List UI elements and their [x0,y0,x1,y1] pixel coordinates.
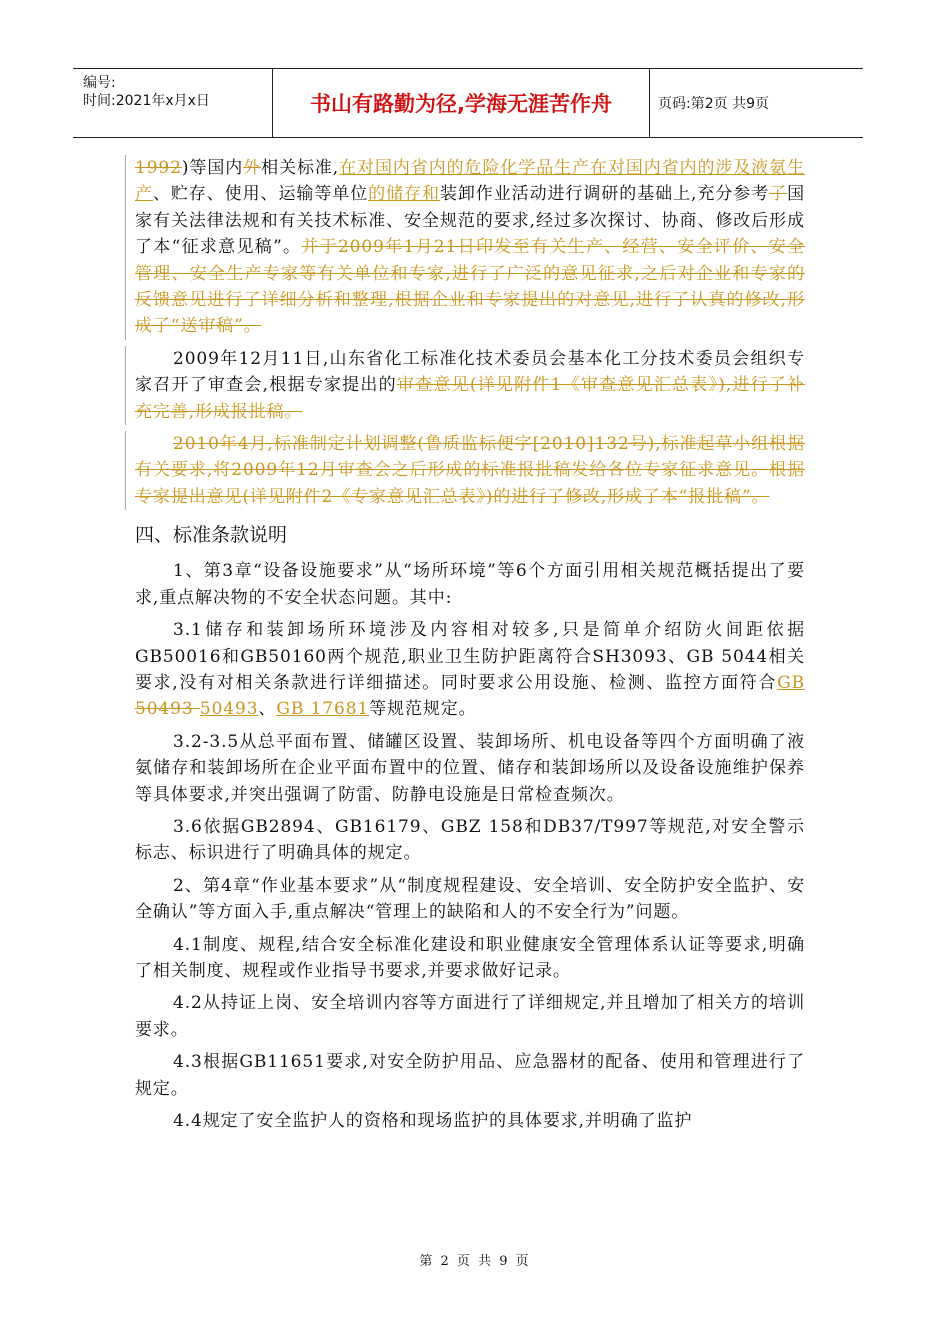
item-4-2: 4.2从持证上岗、安全培训内容等方面进行了详细规定,并且增加了相关方的培训要求。 [135,993,805,1040]
text-run: 、贮存、使用、运输等单位 [152,184,369,205]
text-run: 3.1储存和装卸场所环境涉及内容相对较多,只是简单介绍防火间距依据GB50016和GB50160两个规范,职业卫生防护距离符合SH3093、GB 5044相关要求,没有对相关条款进行详细描述。同时要求公用设施、检测、监控方面符合 [135,620,805,693]
item-2: 2、第4章“作业基本要求”从“制度规程建设、安全培训、安全防护安全监护、安全确认”等方面入手,重点解决“管理上的缺陷和人的不安全行为”问题。 [135,875,805,923]
page-footer: 第 2 页 共 9 页 [419,1254,531,1269]
deleted-text: 审查意见(详见附件1《审查意见汇总表》),进行了补充完善,形成报批稿。 [135,375,806,422]
item-4-1: 4.1制度、规程,结合安全标准化建设和职业健康安全管理体系认证等要求,明确了相关制度、规程或作业指导书要求,并要求做好记录。 [135,934,805,981]
text-run: )等国内 [181,158,244,178]
deleted-text: 并于2009年1月21日印发至有关生产、经营、安全评价、安全管理、安全生产专家等有关单位和专家,进行了广泛的意见征求,之后对企业和专家的反馈意见进行了详细分析和整理,根据企业和专家提出的对意见,进行了认真的修改,形成了“送审稿”。 [135,237,805,337]
inserted-text: 在对国内省内的涉及液氨生产 [135,158,805,205]
item-3-6: 3.6依据GB2894、GB16179、GBZ 158和DB37/T997等规范,对安全警示标志、标识进行了明确具体的规定。 [135,816,805,864]
item-4-3: 4.3根据GB11651要求,对安全防护用品、应急器材的配备、使用和管理进行了规定。 [135,1052,805,1099]
deleted-text: 50493 [135,699,200,720]
text-run: 2009年12月11日,山东省化工标准化技术委员会基本化工分技术委员会组织专家召开了审查会,根据专家提出的 [135,348,805,396]
item-4-4: 4.4规定了安全监护人的资格和现场监护的具体要求,并明确了监护 [173,1111,693,1131]
item-3-2: 3.2-3.5从总平面布置、储罐区设置、装卸场所、机电设备等四个方面明确了液氨储存和装卸场所在企业平面布置中的位置、储存和装卸场所以及设备设施维护保养等具体要求,并突出强调了防雷、防静电设施是日常检查频次。 [135,731,805,805]
time-label: 时间:2021年x月x日 [83,93,210,109]
paragraph-2 [125,346,805,425]
item-3-1 [135,617,805,723]
deleted-text: 1992 [135,158,182,178]
paragraph-1 [125,155,805,340]
inserted-text: GB [777,672,805,693]
header-meta-cell [73,69,273,137]
inserted-text: 在对国内省内的危险化学品生产 [339,158,590,178]
inserted-text: GB 17681 [276,699,370,720]
text-run: 相关标准, [261,158,340,178]
header-motto: 书山有路勤为径,学海无涯苦作舟 [273,69,650,137]
header-page-label: 页码:第2页 共9页 [658,96,769,112]
deleted-text: 外 [243,158,262,178]
section-heading: 四、标准条款说明 [135,524,288,547]
header-table [73,68,863,138]
text-run: 国家有关法律法规和有关技术标准、安全规范的要求,经过多次探讨、协商、修改后形成了本“征求意见稿”。 [135,184,805,258]
text-run: 装卸作业活动进行调研的基础上,充分参考 [439,184,770,205]
number-label: 编号: [83,75,116,91]
deleted-text: 2010年4月,标准制定计划调整(鲁质监标便字[2010]132号),标准起草小组根据有关要求,将2009年12月审查会之后形成的标准报批稿发给各位专家征求意见。根据专家提出意见(详见附件2《专家意见汇总表》)的进行了修改,形成了本“报批稿”。 [135,434,805,507]
text-run: 等规范规定。 [369,699,477,720]
text-run: 、 [258,699,277,720]
document-body [135,155,805,1140]
inserted-text: 的储存和 [368,184,440,205]
deleted-text: 了 [769,184,788,205]
item-1: 1、第3章“设备设施要求”从“场所环境”等6个方面引用相关规范概括提出了要求,重点解决物的不安全状态问题。其中: [135,561,805,608]
inserted-text: 50493 [199,699,259,720]
paragraph-3 [125,431,805,510]
